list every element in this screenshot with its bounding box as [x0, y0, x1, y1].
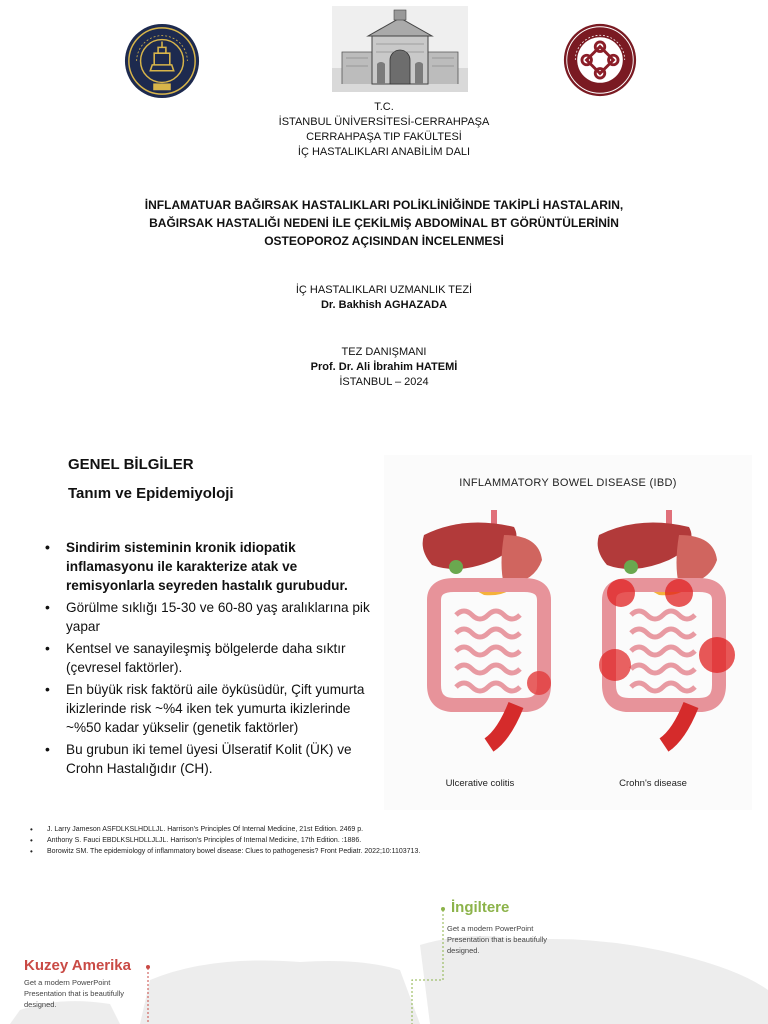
thesis-advisor-block [0, 345, 768, 390]
thesis-title-line: OSTEOPOROZ AÇISINDAN İNCELENMESİ [264, 234, 504, 248]
advisor-name: Prof. Dr. Ali İbrahim HATEMİ [310, 361, 458, 373]
bullet-item: • Bu grubun iki temel üyesi Ülseratif Kolit (ÜK) ve Crohn Hastalığıdır (CH). [40, 740, 380, 778]
thesis-title-line: İNFLAMATUAR BAĞIRSAK HASTALIKLARI POLİKLİNİĞİNDE TAKİPLİ HASTALARIN, [144, 198, 624, 212]
institution-line: T.C. [374, 101, 394, 113]
bullet-item: • En büyük risk faktörü aile öyküsüdür, Çift yumurta ikizlerinde risk ~%4 iken tek yumurta ikizlerinde ~%50 kadar yükselir (genetik faktörler) [40, 680, 380, 737]
section-subheading: Tanım ve Epidemiyoloji [68, 485, 234, 502]
reference-list [30, 824, 590, 857]
section-heading: GENEL BİLGİLER [68, 456, 194, 473]
city-year: İSTANBUL – 2024 [339, 376, 429, 388]
bullet-item: • Görülme sıklığı 15-30 ve 60-80 yaş aralıklarına pik yapar [40, 598, 380, 636]
reference-item: • Anthony S. Fauci EBDLKSLHDLLJLJL. Harrison's Principles of Internal Medicine, 17th Edition. :1886. [30, 835, 590, 846]
region-description: Get a modern PowerPoint Presentation that is beautifully designed. [24, 978, 125, 1009]
region-title-north-america: Kuzey Amerika [24, 957, 131, 974]
institution-line: İÇ HASTALIKLARI ANABİLİM DALI [297, 146, 471, 158]
figure-title: INFLAMMATORY BOWEL DISEASE (IBD) [459, 477, 677, 489]
region-title-england: İngiltere [451, 899, 510, 916]
thesis-author-block [0, 283, 768, 313]
bullet-item: • Sindirim sisteminin kronik idiopatik inflamasyonu ile karakterize atak ve remisyonlarla seyreden hastalık gurubudur. [40, 538, 380, 595]
institution-line: CERRAHPAŞA TIP FAKÜLTESİ [306, 131, 462, 143]
thesis-title [134, 196, 634, 250]
figure-label-crohns-disease: Crohn's disease [619, 778, 687, 789]
reference-item: • J. Larry Jameson ASFDLKSLHDLLJL. Harrison's Principles Of Internal Medicine, 21st Edition. 2469 p. [30, 824, 590, 835]
ibd-illustration [384, 455, 752, 810]
cerrahpasa-medical-faculty-seal-logo [560, 22, 640, 98]
advisor-label: TEZ DANIŞMANI [341, 346, 427, 358]
university-gate-engraving [332, 6, 468, 92]
thesis-type: İÇ HASTALIKLARI UZMANLIK TEZİ [295, 284, 473, 296]
thesis-author: Dr. Bakhish AGHAZADA [320, 299, 448, 311]
institution-block [0, 100, 768, 160]
reference-item: • Borowitz SM. The epidemiology of inflammatory bowel disease: Clues to pathogenesis? Front Pediatr. 2022;10:1103713. [30, 846, 590, 857]
istanbul-university-seal-logo [123, 22, 201, 100]
thesis-title-line: BAĞIRSAK HASTALIĞI NEDENİ İLE ÇEKİLMİŞ ABDOMİNAL BT GÖRÜNTÜLERİNİN [149, 216, 619, 230]
bullet-item: • Kentsel ve sanayileşmiş bölgelerde daha sıktır (çevresel faktörler). [40, 639, 380, 677]
bullet-list [40, 538, 380, 781]
figure-label-ulcerative-colitis: Ulcerative colitis [445, 778, 515, 789]
region-description: Get a modern PowerPoint Presentation that is beautifully designed. [447, 924, 548, 955]
institution-line: İSTANBUL ÜNİVERSİTESİ-CERRAHPAŞA [278, 116, 490, 128]
